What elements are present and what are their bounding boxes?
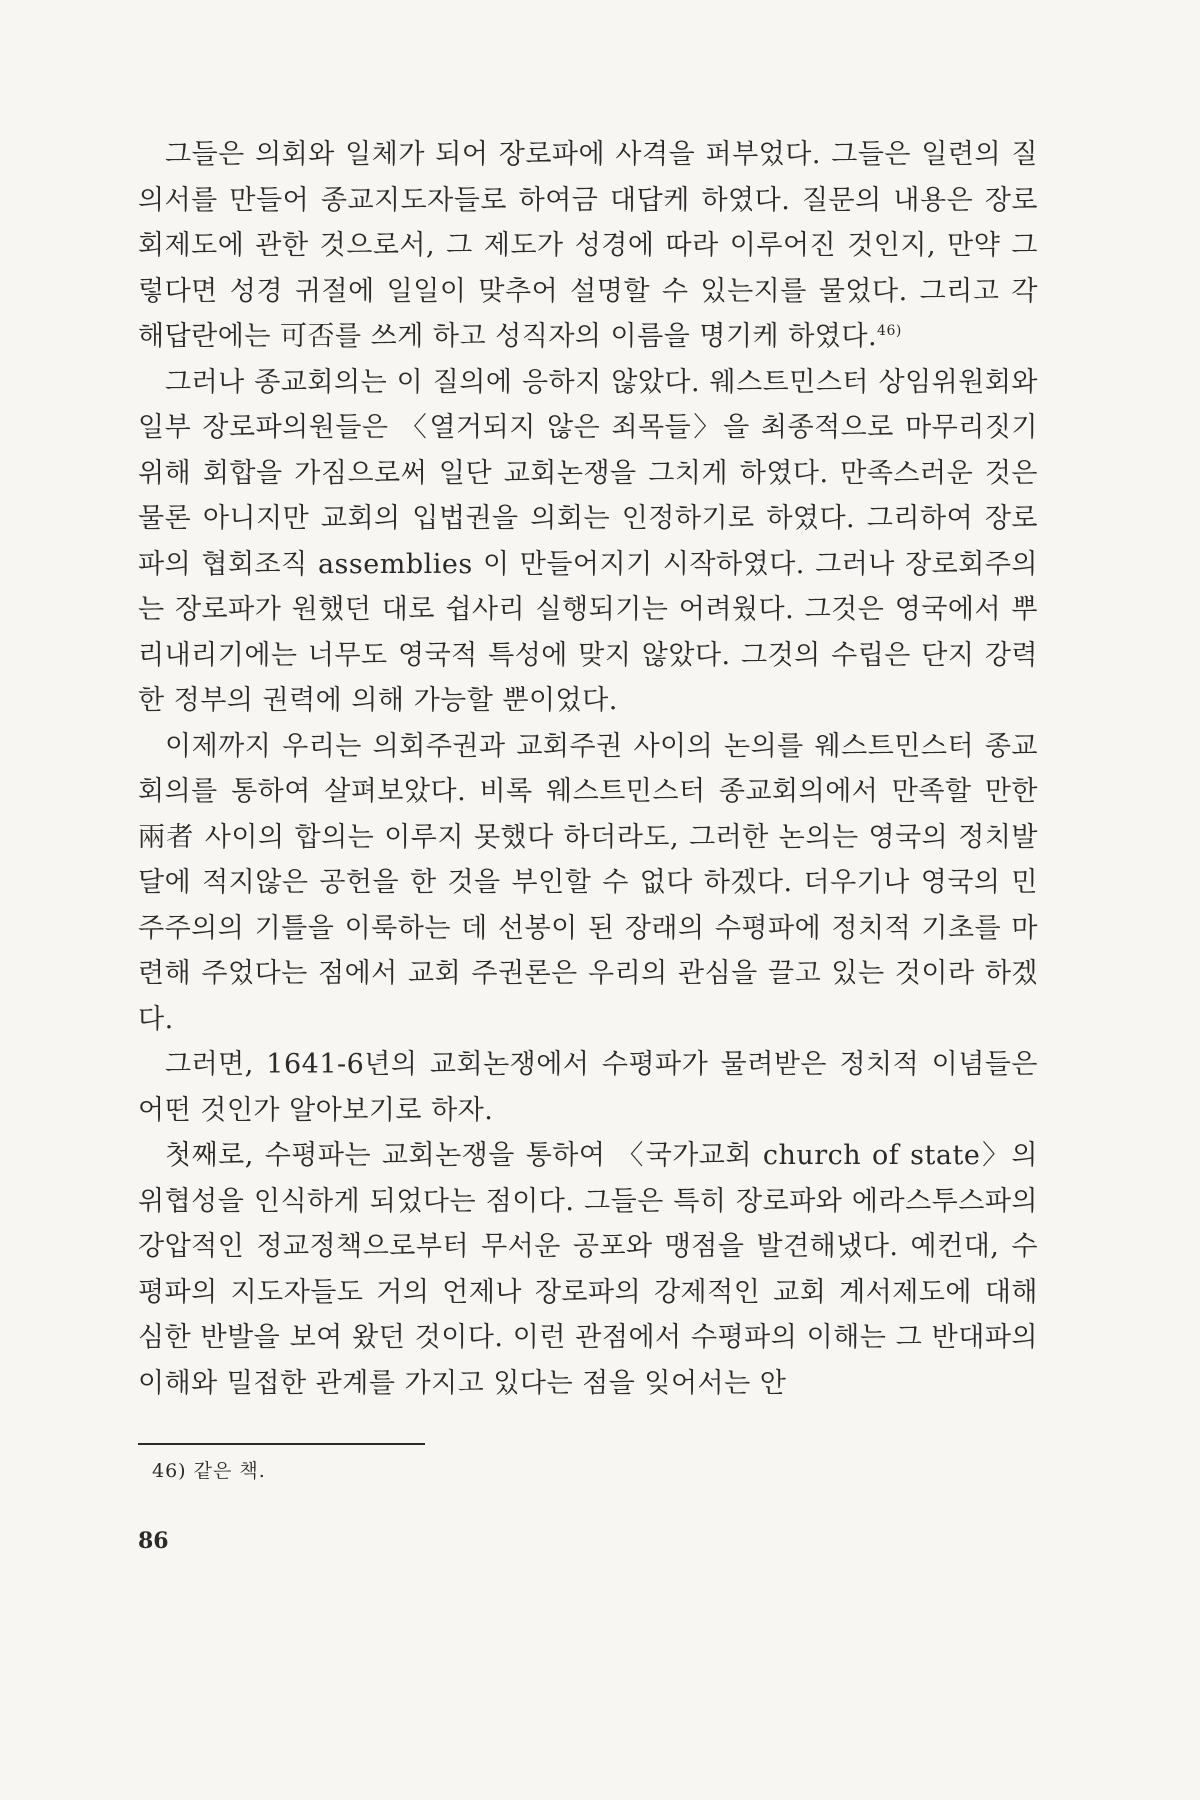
paragraph-1 — [138, 132, 1038, 360]
footnote-reference: 46) — [877, 323, 902, 339]
paragraph-5: 첫째로, 수평파는 교회논쟁을 통하여 〈국가교회 church of state〉의 위협성을 인식하게 되었다는 점이다. 그들은 특히 장로파와 에라스투스파의 강압적인 정교정책으로부터 무서운 공포와 맹점을 발견해냈다. 예컨대, 수평파의 지도자들도 거의 언제나 장로파의 강제적인 교회 계서제도에 대해 심한 반발을 보여 왔던 것이다. 이런 관점에서 수평파의 이해는 그 반대파의 이해와 밀접한 관계를 가지고 있다는 점을 잊어서는 안 — [138, 1140, 1038, 1399]
paragraph-3: 이제까지 우리는 의회주권과 교회주권 사이의 논의를 웨스트민스터 종교회의를 통하여 살펴보았다. 비록 웨스트민스터 종교회의에서 만족할 만한 兩者 사이의 합의는 이루지 못했다 하더라도, 그러한 논의는 영국의 정치발달에 적지않은 공헌을 한 것을 부인할 수 없다 하겠다. 더우기나 영국의 민주주의의 기틀을 이룩하는 데 선봉이 된 장래의 수평파에 정치적 기초를 마련해 주었다는 점에서 교회 주권론은 우리의 관심을 끌고 있는 것이라 하겠다. — [138, 730, 1038, 1035]
footnote: 46) 같은 책. — [152, 1460, 266, 1482]
footnote-divider — [138, 1443, 425, 1445]
body-text — [138, 132, 1038, 1406]
paragraph-4: 그러면, 1641-6년의 교회논쟁에서 수평파가 물려받은 정치적 이념들은 어떤 것인가 알아보기로 하자. — [138, 1049, 1038, 1126]
paragraph-2: 그러나 종교회의는 이 질의에 응하지 않았다. 웨스트민스터 상임위원회와 일부 장로파의원들은 〈열거되지 않은 죄목들〉을 최종적으로 마무리짓기 위해 회합을 가짐으로써 일단 교회논쟁을 그치게 하였다. 만족스러운 것은 물론 아니지만 교회의 입법권을 의회는 인정하기로 하였다. 그리하여 장로파의 협회조직 assemblies 이 만들어지기 시작하였다. 그러나 장로회주의는 장로파가 원했던 대로 쉽사리 실행되기는 어려웠다. 그것은 영국에서 뿌리내리기에는 너무도 영국적 특성에 맞지 않았다. 그것의 수립은 단지 강력한 정부의 권력에 의해 가능할 뿐이었다. — [138, 366, 1038, 716]
page-number: 86 — [138, 1528, 169, 1554]
paragraph-1-text: 그들은 의회와 일체가 되어 장로파에 사격을 퍼부었다. 그들은 일련의 질의서를 만들어 종교지도자들로 하여금 대답케 하였다. 질문의 내용은 장로회제도에 관한 것으로서, 그 제도가 성경에 따라 이루어진 것인지, 만약 그렇다면 성경 귀절에 일일이 맞추어 설명할 수 있는지를 물었다. 그리고 각 해답란에는 可否를 쓰게 하고 성직자의 이름을 명기케 하였다. — [138, 139, 1038, 352]
